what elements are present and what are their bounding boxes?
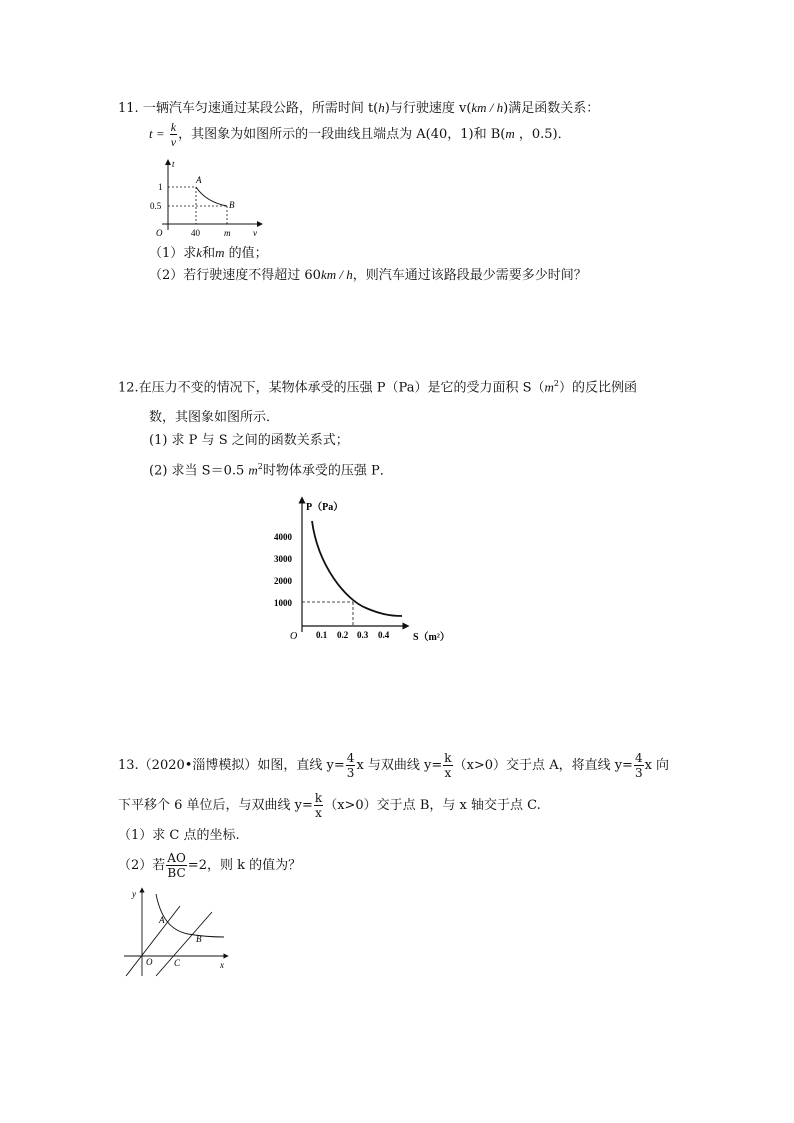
q11-number: 11. xyxy=(118,101,139,116)
q13-graph xyxy=(116,886,236,978)
q11-stem-c: )满足函数关系： xyxy=(503,101,600,116)
q13-frac3 xyxy=(634,752,644,779)
q13-frac1-den: 3 xyxy=(346,766,355,780)
q13-line1 xyxy=(118,752,669,779)
q12-xtick-03: 0.3 xyxy=(357,630,369,640)
q12-sub2-sup: 2 xyxy=(257,462,263,471)
q13-line1-d: x 向 xyxy=(644,758,670,773)
q13-b-label: B xyxy=(196,934,202,944)
q11-origin-label: O xyxy=(156,228,163,238)
q13-frac3-den: 3 xyxy=(634,766,643,780)
q13-hyperbola xyxy=(156,894,224,937)
q11-m: m xyxy=(505,126,515,141)
q12-curve xyxy=(312,521,402,616)
q13-sub2-b: =2，则 k 的值为？ xyxy=(187,858,302,873)
q13-frac4-num: k xyxy=(314,791,323,805)
q13-line1-b: x 与双曲线 y= xyxy=(356,758,443,773)
q11-sub1 xyxy=(149,246,268,260)
q12-xtick-04: 0.4 xyxy=(378,630,390,640)
q13-y-label: y xyxy=(132,889,136,899)
q11-stem-d: ，其图象为如图所示的一段曲线且端点为 A(40，1)和 B( xyxy=(178,127,506,142)
q11-y05-label: 0.5 xyxy=(150,201,162,211)
q12-sub2-unit: m xyxy=(248,462,258,478)
q11-point-a-label: A xyxy=(196,175,202,185)
q13-line2-a: 下平移个 6 单位后，与双曲线 y= xyxy=(118,798,313,813)
q12-line1-sup: 2 xyxy=(553,379,559,388)
q12-line1 xyxy=(118,380,637,394)
q13-frac4 xyxy=(314,792,323,819)
q13-line2 xyxy=(118,792,541,819)
q13-frac5-den: BC xyxy=(167,866,186,880)
q12-s-label: S（m²） xyxy=(413,632,450,643)
q11-x40-label: 40 xyxy=(191,228,200,238)
q11-curve xyxy=(196,187,227,206)
q13-line1-c: （x>0）交于点 A，将直线 y= xyxy=(453,758,633,773)
q11-frac-den: v xyxy=(170,135,177,149)
q13-frac2-den: x xyxy=(444,766,452,780)
q13-frac5 xyxy=(166,852,187,879)
q11-v-label: v xyxy=(253,228,257,238)
q11-sub1-a: （1）求 xyxy=(149,246,197,261)
q13-o-label: O xyxy=(146,957,153,967)
q11-t-unit: h xyxy=(378,100,385,115)
q12-sub2 xyxy=(149,463,393,477)
q11-sub1-m: m xyxy=(215,245,225,260)
q11-sub2 xyxy=(149,268,587,282)
q11-graph xyxy=(148,158,268,240)
q11-xm-label: m xyxy=(224,228,231,238)
q11-frac-num: k xyxy=(170,120,177,134)
q12-line1-b: ）的反比例函 xyxy=(559,380,638,396)
q12-ytick-1000: 1000 xyxy=(274,598,292,608)
q13-sub2 xyxy=(118,852,301,879)
q11-sub1-c: 的值； xyxy=(224,246,268,261)
q13-line-through-origin xyxy=(126,906,180,976)
q12-sub2-a: (2) 求当 S＝0.5 xyxy=(149,463,249,479)
q13-sub2-a: （2）若 xyxy=(118,858,166,873)
q13-line1-a: 13.（2020•淄博模拟）如图，直线 y= xyxy=(118,758,345,773)
q13-frac4-den: x xyxy=(315,806,322,820)
q12-xtick-01: 0.1 xyxy=(316,630,328,640)
q13-frac1 xyxy=(346,752,356,779)
q13-x-label: x xyxy=(220,960,224,970)
q12-p-label: P（Pa） xyxy=(306,502,344,513)
q11-t-label: t xyxy=(172,159,175,169)
q12-graph xyxy=(266,496,462,646)
q11-sub1-b: 和 xyxy=(202,246,216,261)
q13-c-label: C xyxy=(174,958,181,968)
q11-sub2-b: ，则汽车通过该路段最少需要多少时间？ xyxy=(352,268,587,283)
q12-ytick-2000: 2000 xyxy=(274,576,292,586)
q11-stem-b: )与行驶速度 v( xyxy=(384,101,472,116)
q11-formula-lhs: t = xyxy=(149,126,165,141)
q11-y1-label: 1 xyxy=(158,182,163,192)
q13-frac1-num: 4 xyxy=(346,751,355,765)
q11-line2 xyxy=(149,121,571,148)
q11-formula-fraction xyxy=(170,121,177,148)
q11-point-b-label: B xyxy=(229,200,235,210)
q13-frac5-num: AO xyxy=(167,851,186,865)
q13-frac3-num: 4 xyxy=(634,751,643,765)
q12-line1-unit: m xyxy=(544,379,554,395)
q11-sub1-k: k xyxy=(196,245,203,260)
q12-ytick-4000: 4000 xyxy=(274,532,292,542)
q12-sub2-b: 时物体承受的压强 P． xyxy=(262,463,393,479)
q11-sub2-a: （2）若行驶速度不得超过 60 xyxy=(149,268,321,283)
q13-line2-b: （x>0）交于点 B，与 x 轴交于点 C. xyxy=(324,798,541,813)
q13-frac2-num: k xyxy=(444,751,452,765)
q12-line1-a: 12.在压力不变的情况下，某物体承受的压强 P（Pa）是它的受力面积 S（ xyxy=(118,380,545,396)
q13-a-label: A xyxy=(159,915,165,925)
q12-ytick-3000: 3000 xyxy=(274,554,292,564)
q12-line2: 数，其图象如图所示． xyxy=(149,410,280,425)
q12-xtick-02: 0.2 xyxy=(337,630,349,640)
q11-stem-a: 一辆汽车匀速通过某段公路，所需时间 t( xyxy=(142,101,379,116)
q11-sub2-unit: km / h xyxy=(320,267,353,282)
q13-frac2 xyxy=(443,752,452,779)
q11-line1 xyxy=(118,101,599,115)
q13-sub1: （1）求 C 点的坐标. xyxy=(118,828,240,843)
q12-sub1: (1) 求 P 与 S 之间的函数关系式； xyxy=(149,433,349,448)
q11-v-unit: km / h xyxy=(471,100,504,115)
q11-stem-e: ，0.5)． xyxy=(514,127,571,142)
q12-origin-label: O xyxy=(290,631,298,642)
